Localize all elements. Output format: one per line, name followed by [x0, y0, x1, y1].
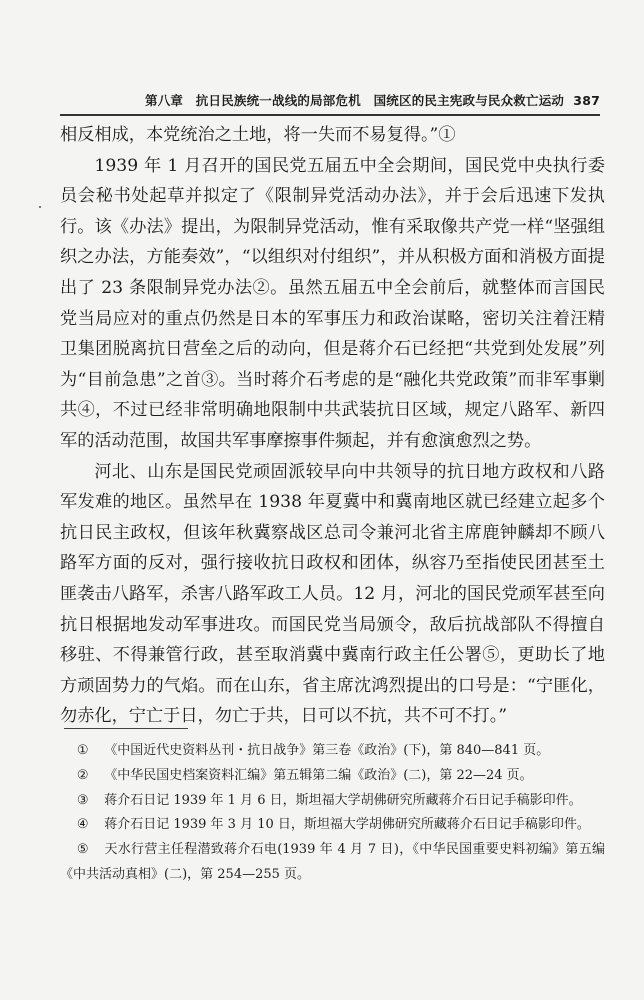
- margin-mark: [39, 206, 41, 208]
- footnote-4: [60, 813, 605, 838]
- footnote-mark: ②: [76, 767, 89, 783]
- footnote-mark: ④: [76, 817, 89, 833]
- running-header: [60, 91, 600, 109]
- body-text: [60, 120, 605, 732]
- footnotes: [60, 739, 605, 888]
- footnote-3: [60, 789, 605, 814]
- footnote-mark: ①: [76, 743, 89, 758]
- paragraph-2: 1939 年 1 月召开的国民党五届五中全会期间，国民党中央执行委员会秘书处起草并拟定了《限制异党活动办法》，并于会后迅速下发执行。该《办法》提出，为限制异党活动，惟有采取像共产党一样“坚强组织之办法，方能奏效”，“以组织对付组织”，并从积极方面和消极方面提出了 23 条限制异党办法②。虽然五届五中全会前后，就整体而言国民党当局应对的重点仍然是日本的军事压力和政治谋略，密切关注着汪精卫集团脱离抗日营垒之后的动向，但是蒋介石已经把“共党到处发展”列为“目前急患”之首③。当时蒋介石考虑的是“融化共党政策”而非军事剿共④，不过已经非常明确地限制中共武装抗日区域，规定八路军、新四军的活动范围，故国共军事摩擦事件频起，并有愈演愈烈之势。: [60, 155, 605, 451]
- footnote-5: [60, 838, 605, 888]
- footnote-text: 蒋介石日记 1939 年 3 月 10 日，斯坦福大学胡佛研究所藏蒋介石日记手稿影印件。: [104, 817, 590, 833]
- chapter-title: 第八章 抗日民族统一战线的局部危机 国统区的民主宪政与民众救亡运动: [145, 93, 565, 108]
- footnote-rule: [64, 728, 188, 729]
- page-number: 387: [573, 93, 600, 108]
- footnote-text: 《中国近代史资料丛刊・抗日战争》第三卷《政治》(下)，第 840—841 页。: [104, 743, 550, 758]
- footnote-text: 蒋介石日记 1939 年 1 月 6 日，斯坦福大学胡佛研究所藏蒋介石日记手稿影印件。: [104, 792, 582, 808]
- footnote-text: 《中华民国史档案资料汇编》第五辑第二编《政治》(二)，第 22—24 页。: [104, 767, 533, 783]
- paragraph-3: 河北、山东是国民党顽固派较早向中共领导的抗日地方政权和八路军发难的地区。虽然早在 1938 年夏冀中和冀南地区就已经建立起多个抗日民主政权，但该年秋冀察战区总司令兼河北省主席鹿钟麟却不顾八路军方面的反对，强行接收抗日政权和团体，纵容乃至指使民团甚至土匪袭击八路军，杀害八路军政工人员。12 月，河北的国民党顽军甚至向抗日根据地发动军事进攻。而国民党当局颁令，敌后抗战部队不得擅自移驻、不得兼管行政，甚至取消冀中冀南行政主任公署⑤，更助长了地方顽固势力的气焰。而在山东，省主席沈鸿烈提出的口号是：“宁匪化，勿赤化，宁亡于日，勿亡于共，日可以不抗，共不可不打。”: [60, 461, 605, 727]
- footnote-2: [60, 764, 605, 789]
- header-rule: [60, 114, 600, 116]
- footnote-mark: ⑤: [76, 842, 89, 858]
- paragraph-1: 相反相成，本党统治之土地，将一失而不易复得。”①: [60, 125, 456, 145]
- footnote-1: [60, 739, 605, 764]
- footnote-mark: ③: [76, 792, 89, 808]
- footnote-text: 天水行营主任程潜致蒋介石电(1939 年 4 月 7 日)，《中华民国重要史料初编》第五编《中共活动真相》(二)，第 254—255 页。: [60, 842, 605, 882]
